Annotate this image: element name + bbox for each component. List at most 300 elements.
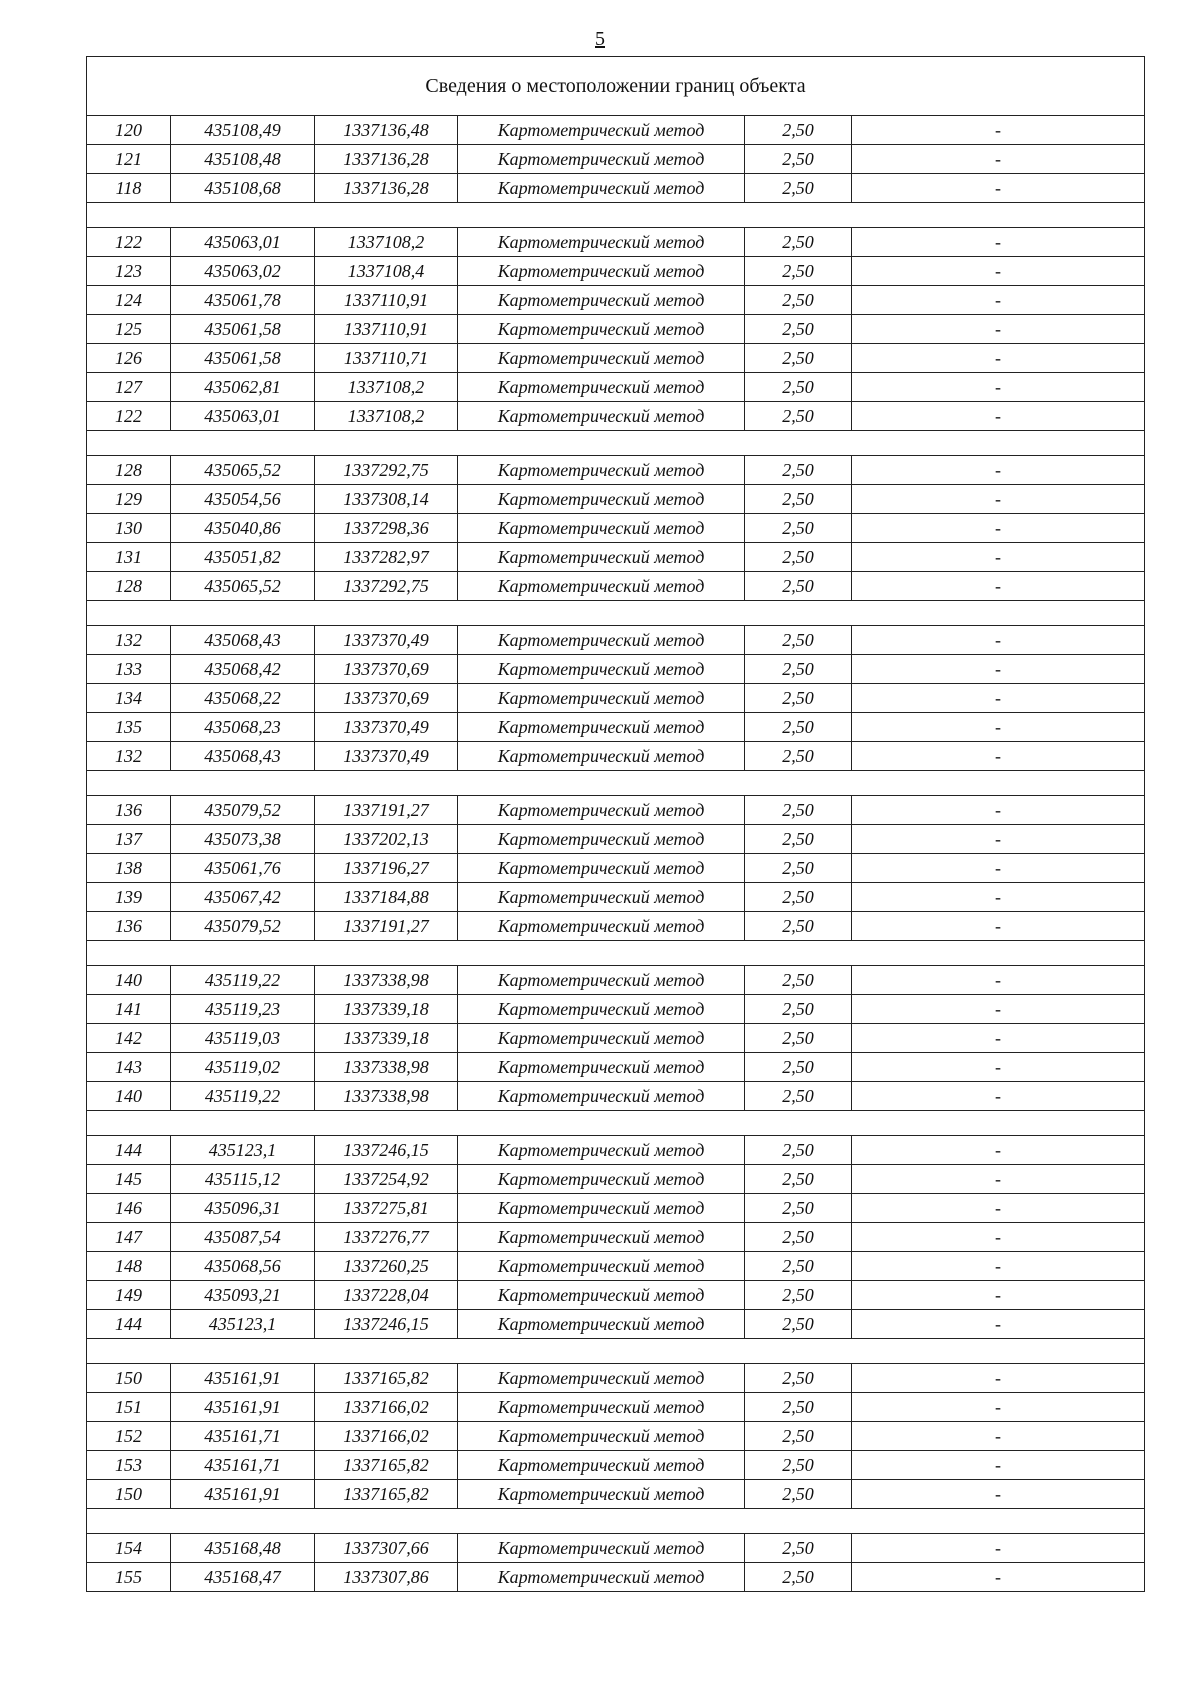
description-cell: -: [852, 1393, 1145, 1422]
x-coordinate-cell: 435161,91: [171, 1393, 315, 1422]
y-coordinate-cell: 1337165,82: [315, 1451, 458, 1480]
table-row: [87, 655, 1145, 684]
accuracy-cell: 2,50: [745, 315, 852, 344]
y-coordinate-cell: 1337246,15: [315, 1136, 458, 1165]
method-cell: Картометрический метод: [458, 1451, 745, 1480]
x-coordinate-cell: 435063,02: [171, 257, 315, 286]
point-number-cell: 118: [87, 174, 171, 203]
point-number-cell: 144: [87, 1310, 171, 1339]
x-coordinate-cell: 435061,78: [171, 286, 315, 315]
point-number-cell: 144: [87, 1136, 171, 1165]
x-coordinate-cell: 435096,31: [171, 1194, 315, 1223]
table-row: [87, 1563, 1145, 1592]
method-cell: Картометрический метод: [458, 966, 745, 995]
accuracy-cell: 2,50: [745, 514, 852, 543]
description-cell: -: [852, 1310, 1145, 1339]
table-row: [87, 257, 1145, 286]
y-coordinate-cell: 1337196,27: [315, 854, 458, 883]
table-row: [87, 543, 1145, 572]
point-number-cell: 146: [87, 1194, 171, 1223]
point-number-cell: 140: [87, 966, 171, 995]
description-cell: -: [852, 1136, 1145, 1165]
method-cell: Картометрический метод: [458, 1422, 745, 1451]
accuracy-cell: 2,50: [745, 626, 852, 655]
method-cell: Картометрический метод: [458, 402, 745, 431]
description-cell: -: [852, 1422, 1145, 1451]
x-coordinate-cell: 435119,23: [171, 995, 315, 1024]
accuracy-cell: 2,50: [745, 684, 852, 713]
separator-cell: [87, 941, 1145, 966]
accuracy-cell: 2,50: [745, 1082, 852, 1111]
accuracy-cell: 2,50: [745, 655, 852, 684]
table-row: [87, 1136, 1145, 1165]
accuracy-cell: 2,50: [745, 1281, 852, 1310]
y-coordinate-cell: 1337370,69: [315, 684, 458, 713]
table-row: [87, 344, 1145, 373]
method-cell: Картометрический метод: [458, 825, 745, 854]
y-coordinate-cell: 1337298,36: [315, 514, 458, 543]
table-row: [87, 1053, 1145, 1082]
point-number-cell: 132: [87, 742, 171, 771]
boundary-coordinates-table: [86, 56, 1145, 1592]
method-cell: Картометрический метод: [458, 286, 745, 315]
group-separator-row: [87, 601, 1145, 626]
method-cell: Картометрический метод: [458, 174, 745, 203]
point-number-cell: 128: [87, 456, 171, 485]
x-coordinate-cell: 435054,56: [171, 485, 315, 514]
description-cell: -: [852, 344, 1145, 373]
description-cell: -: [852, 286, 1145, 315]
y-coordinate-cell: 1337110,91: [315, 286, 458, 315]
point-number-cell: 134: [87, 684, 171, 713]
x-coordinate-cell: 435119,22: [171, 1082, 315, 1111]
description-cell: -: [852, 966, 1145, 995]
method-cell: Картометрический метод: [458, 626, 745, 655]
x-coordinate-cell: 435068,56: [171, 1252, 315, 1281]
y-coordinate-cell: 1337165,82: [315, 1480, 458, 1509]
description-cell: -: [852, 1024, 1145, 1053]
method-cell: Картометрический метод: [458, 1252, 745, 1281]
point-number-cell: 129: [87, 485, 171, 514]
description-cell: -: [852, 402, 1145, 431]
description-cell: -: [852, 315, 1145, 344]
method-cell: Картометрический метод: [458, 1082, 745, 1111]
description-cell: -: [852, 655, 1145, 684]
table-row: [87, 742, 1145, 771]
method-cell: Картометрический метод: [458, 1165, 745, 1194]
group-separator-row: [87, 941, 1145, 966]
description-cell: -: [852, 684, 1145, 713]
y-coordinate-cell: 1337228,04: [315, 1281, 458, 1310]
separator-cell: [87, 1509, 1145, 1534]
description-cell: -: [852, 514, 1145, 543]
method-cell: Картометрический метод: [458, 315, 745, 344]
method-cell: Картометрический метод: [458, 854, 745, 883]
point-number-cell: 136: [87, 796, 171, 825]
accuracy-cell: 2,50: [745, 825, 852, 854]
accuracy-cell: 2,50: [745, 456, 852, 485]
method-cell: Картометрический метод: [458, 1053, 745, 1082]
table-row: [87, 1480, 1145, 1509]
table-title: Сведения о местоположении границ объекта: [87, 57, 1145, 116]
x-coordinate-cell: 435068,23: [171, 713, 315, 742]
x-coordinate-cell: 435115,12: [171, 1165, 315, 1194]
y-coordinate-cell: 1337292,75: [315, 456, 458, 485]
description-cell: -: [852, 1281, 1145, 1310]
accuracy-cell: 2,50: [745, 485, 852, 514]
y-coordinate-cell: 1337370,49: [315, 626, 458, 655]
y-coordinate-cell: 1337246,15: [315, 1310, 458, 1339]
method-cell: Картометрический метод: [458, 257, 745, 286]
method-cell: Картометрический метод: [458, 543, 745, 572]
y-coordinate-cell: 1337370,49: [315, 742, 458, 771]
table-header-row: [87, 57, 1145, 116]
accuracy-cell: 2,50: [745, 796, 852, 825]
accuracy-cell: 2,50: [745, 1136, 852, 1165]
table-row: [87, 1165, 1145, 1194]
point-number-cell: 122: [87, 228, 171, 257]
method-cell: Картометрический метод: [458, 456, 745, 485]
accuracy-cell: 2,50: [745, 116, 852, 145]
y-coordinate-cell: 1337307,86: [315, 1563, 458, 1592]
description-cell: -: [852, 742, 1145, 771]
separator-cell: [87, 771, 1145, 796]
table-row: [87, 402, 1145, 431]
accuracy-cell: 2,50: [745, 1480, 852, 1509]
point-number-cell: 132: [87, 626, 171, 655]
table-row: [87, 286, 1145, 315]
description-cell: -: [852, 854, 1145, 883]
table-row: [87, 145, 1145, 174]
table-row: [87, 1451, 1145, 1480]
x-coordinate-cell: 435093,21: [171, 1281, 315, 1310]
x-coordinate-cell: 435108,68: [171, 174, 315, 203]
group-separator-row: [87, 203, 1145, 228]
accuracy-cell: 2,50: [745, 1252, 852, 1281]
y-coordinate-cell: 1337110,91: [315, 315, 458, 344]
method-cell: Картометрический метод: [458, 1024, 745, 1053]
accuracy-cell: 2,50: [745, 912, 852, 941]
table-row: [87, 1534, 1145, 1563]
separator-cell: [87, 431, 1145, 456]
table-row: [87, 854, 1145, 883]
table-row: [87, 713, 1145, 742]
y-coordinate-cell: 1337254,92: [315, 1165, 458, 1194]
x-coordinate-cell: 435161,71: [171, 1422, 315, 1451]
point-number-cell: 154: [87, 1534, 171, 1563]
description-cell: -: [852, 626, 1145, 655]
accuracy-cell: 2,50: [745, 1393, 852, 1422]
description-cell: -: [852, 145, 1145, 174]
table-row: [87, 1310, 1145, 1339]
description-cell: -: [852, 228, 1145, 257]
description-cell: -: [852, 1223, 1145, 1252]
x-coordinate-cell: 435040,86: [171, 514, 315, 543]
point-number-cell: 136: [87, 912, 171, 941]
description-cell: -: [852, 912, 1145, 941]
accuracy-cell: 2,50: [745, 572, 852, 601]
description-cell: -: [852, 1252, 1145, 1281]
table-row: [87, 1364, 1145, 1393]
point-number-cell: 133: [87, 655, 171, 684]
accuracy-cell: 2,50: [745, 995, 852, 1024]
point-number-cell: 147: [87, 1223, 171, 1252]
point-number-cell: 138: [87, 854, 171, 883]
accuracy-cell: 2,50: [745, 257, 852, 286]
point-number-cell: 130: [87, 514, 171, 543]
method-cell: Картометрический метод: [458, 655, 745, 684]
accuracy-cell: 2,50: [745, 1165, 852, 1194]
description-cell: -: [852, 1082, 1145, 1111]
x-coordinate-cell: 435073,38: [171, 825, 315, 854]
x-coordinate-cell: 435161,91: [171, 1364, 315, 1393]
point-number-cell: 150: [87, 1480, 171, 1509]
y-coordinate-cell: 1337338,98: [315, 966, 458, 995]
y-coordinate-cell: 1337275,81: [315, 1194, 458, 1223]
accuracy-cell: 2,50: [745, 1194, 852, 1223]
description-cell: -: [852, 485, 1145, 514]
accuracy-cell: 2,50: [745, 1422, 852, 1451]
description-cell: -: [852, 825, 1145, 854]
method-cell: Картометрический метод: [458, 1223, 745, 1252]
point-number-cell: 131: [87, 543, 171, 572]
table-row: [87, 174, 1145, 203]
accuracy-cell: 2,50: [745, 402, 852, 431]
table-row: [87, 228, 1145, 257]
point-number-cell: 137: [87, 825, 171, 854]
separator-cell: [87, 203, 1145, 228]
method-cell: Картометрический метод: [458, 1310, 745, 1339]
description-cell: -: [852, 456, 1145, 485]
y-coordinate-cell: 1337191,27: [315, 796, 458, 825]
table-row: [87, 684, 1145, 713]
x-coordinate-cell: 435161,71: [171, 1451, 315, 1480]
y-coordinate-cell: 1337370,49: [315, 713, 458, 742]
x-coordinate-cell: 435051,82: [171, 543, 315, 572]
method-cell: Картометрический метод: [458, 912, 745, 941]
y-coordinate-cell: 1337108,4: [315, 257, 458, 286]
point-number-cell: 120: [87, 116, 171, 145]
description-cell: -: [852, 796, 1145, 825]
accuracy-cell: 2,50: [745, 883, 852, 912]
point-number-cell: 126: [87, 344, 171, 373]
method-cell: Картометрический метод: [458, 883, 745, 912]
point-number-cell: 151: [87, 1393, 171, 1422]
accuracy-cell: 2,50: [745, 713, 852, 742]
table-row: [87, 373, 1145, 402]
description-cell: -: [852, 1194, 1145, 1223]
separator-cell: [87, 1339, 1145, 1364]
y-coordinate-cell: 1337108,2: [315, 402, 458, 431]
accuracy-cell: 2,50: [745, 145, 852, 174]
point-number-cell: 135: [87, 713, 171, 742]
accuracy-cell: 2,50: [745, 742, 852, 771]
description-cell: -: [852, 995, 1145, 1024]
description-cell: -: [852, 1451, 1145, 1480]
point-number-cell: 139: [87, 883, 171, 912]
table-row: [87, 1024, 1145, 1053]
x-coordinate-cell: 435119,22: [171, 966, 315, 995]
x-coordinate-cell: 435079,52: [171, 912, 315, 941]
x-coordinate-cell: 435123,1: [171, 1136, 315, 1165]
point-number-cell: 121: [87, 145, 171, 174]
x-coordinate-cell: 435119,02: [171, 1053, 315, 1082]
point-number-cell: 122: [87, 402, 171, 431]
accuracy-cell: 2,50: [745, 1451, 852, 1480]
x-coordinate-cell: 435108,48: [171, 145, 315, 174]
group-separator-row: [87, 1509, 1145, 1534]
accuracy-cell: 2,50: [745, 1364, 852, 1393]
method-cell: Картометрический метод: [458, 1281, 745, 1310]
method-cell: Картометрический метод: [458, 742, 745, 771]
x-coordinate-cell: 435119,03: [171, 1024, 315, 1053]
table-row: [87, 572, 1145, 601]
accuracy-cell: 2,50: [745, 966, 852, 995]
y-coordinate-cell: 1337338,98: [315, 1082, 458, 1111]
method-cell: Картометрический метод: [458, 684, 745, 713]
point-number-cell: 155: [87, 1563, 171, 1592]
y-coordinate-cell: 1337276,77: [315, 1223, 458, 1252]
method-cell: Картометрический метод: [458, 485, 745, 514]
point-number-cell: 141: [87, 995, 171, 1024]
method-cell: Картометрический метод: [458, 1480, 745, 1509]
description-cell: -: [852, 257, 1145, 286]
description-cell: -: [852, 116, 1145, 145]
page-number: 5: [595, 28, 605, 50]
accuracy-cell: 2,50: [745, 1310, 852, 1339]
method-cell: Картометрический метод: [458, 796, 745, 825]
method-cell: Картометрический метод: [458, 572, 745, 601]
accuracy-cell: 2,50: [745, 1534, 852, 1563]
y-coordinate-cell: 1337166,02: [315, 1422, 458, 1451]
point-number-cell: 127: [87, 373, 171, 402]
table-row: [87, 485, 1145, 514]
x-coordinate-cell: 435068,42: [171, 655, 315, 684]
accuracy-cell: 2,50: [745, 1053, 852, 1082]
description-cell: -: [852, 373, 1145, 402]
group-separator-row: [87, 771, 1145, 796]
y-coordinate-cell: 1337136,28: [315, 145, 458, 174]
method-cell: Картометрический метод: [458, 1364, 745, 1393]
method-cell: Картометрический метод: [458, 514, 745, 543]
table-row: [87, 825, 1145, 854]
accuracy-cell: 2,50: [745, 1024, 852, 1053]
description-cell: -: [852, 1480, 1145, 1509]
x-coordinate-cell: 435123,1: [171, 1310, 315, 1339]
group-separator-row: [87, 1111, 1145, 1136]
y-coordinate-cell: 1337308,14: [315, 485, 458, 514]
point-number-cell: 152: [87, 1422, 171, 1451]
table-row: [87, 883, 1145, 912]
method-cell: Картометрический метод: [458, 1563, 745, 1592]
point-number-cell: 125: [87, 315, 171, 344]
x-coordinate-cell: 435061,58: [171, 344, 315, 373]
y-coordinate-cell: 1337292,75: [315, 572, 458, 601]
description-cell: -: [852, 572, 1145, 601]
y-coordinate-cell: 1337260,25: [315, 1252, 458, 1281]
x-coordinate-cell: 435067,42: [171, 883, 315, 912]
x-coordinate-cell: 435063,01: [171, 402, 315, 431]
table-row: [87, 966, 1145, 995]
y-coordinate-cell: 1337339,18: [315, 1024, 458, 1053]
description-cell: -: [852, 1364, 1145, 1393]
description-cell: -: [852, 543, 1145, 572]
table-row: [87, 1194, 1145, 1223]
y-coordinate-cell: 1337110,71: [315, 344, 458, 373]
y-coordinate-cell: 1337108,2: [315, 373, 458, 402]
point-number-cell: 124: [87, 286, 171, 315]
description-cell: -: [852, 1053, 1145, 1082]
point-number-cell: 123: [87, 257, 171, 286]
method-cell: Картометрический метод: [458, 1136, 745, 1165]
table-row: [87, 1393, 1145, 1422]
accuracy-cell: 2,50: [745, 373, 852, 402]
table-row: [87, 912, 1145, 941]
accuracy-cell: 2,50: [745, 286, 852, 315]
x-coordinate-cell: 435168,47: [171, 1563, 315, 1592]
table-row: [87, 1281, 1145, 1310]
method-cell: Картометрический метод: [458, 1194, 745, 1223]
y-coordinate-cell: 1337165,82: [315, 1364, 458, 1393]
y-coordinate-cell: 1337339,18: [315, 995, 458, 1024]
y-coordinate-cell: 1337191,27: [315, 912, 458, 941]
x-coordinate-cell: 435065,52: [171, 456, 315, 485]
accuracy-cell: 2,50: [745, 174, 852, 203]
point-number-cell: 153: [87, 1451, 171, 1480]
description-cell: -: [852, 1165, 1145, 1194]
table-row: [87, 116, 1145, 145]
x-coordinate-cell: 435063,01: [171, 228, 315, 257]
table-row: [87, 796, 1145, 825]
point-number-cell: 140: [87, 1082, 171, 1111]
method-cell: Картометрический метод: [458, 145, 745, 174]
x-coordinate-cell: 435068,43: [171, 742, 315, 771]
description-cell: -: [852, 713, 1145, 742]
point-number-cell: 143: [87, 1053, 171, 1082]
y-coordinate-cell: 1337136,28: [315, 174, 458, 203]
separator-cell: [87, 601, 1145, 626]
description-cell: -: [852, 883, 1145, 912]
table-row: [87, 1223, 1145, 1252]
y-coordinate-cell: 1337136,48: [315, 116, 458, 145]
accuracy-cell: 2,50: [745, 344, 852, 373]
method-cell: Картометрический метод: [458, 1393, 745, 1422]
method-cell: Картометрический метод: [458, 1534, 745, 1563]
description-cell: -: [852, 174, 1145, 203]
x-coordinate-cell: 435079,52: [171, 796, 315, 825]
description-cell: -: [852, 1534, 1145, 1563]
method-cell: Картометрический метод: [458, 116, 745, 145]
accuracy-cell: 2,50: [745, 543, 852, 572]
x-coordinate-cell: 435061,58: [171, 315, 315, 344]
x-coordinate-cell: 435065,52: [171, 572, 315, 601]
table-row: [87, 1082, 1145, 1111]
group-separator-row: [87, 1339, 1145, 1364]
point-number-cell: 128: [87, 572, 171, 601]
y-coordinate-cell: 1337202,13: [315, 825, 458, 854]
point-number-cell: 148: [87, 1252, 171, 1281]
point-number-cell: 142: [87, 1024, 171, 1053]
x-coordinate-cell: 435068,43: [171, 626, 315, 655]
y-coordinate-cell: 1337370,69: [315, 655, 458, 684]
y-coordinate-cell: 1337338,98: [315, 1053, 458, 1082]
x-coordinate-cell: 435168,48: [171, 1534, 315, 1563]
point-number-cell: 149: [87, 1281, 171, 1310]
table-row: [87, 514, 1145, 543]
y-coordinate-cell: 1337282,97: [315, 543, 458, 572]
accuracy-cell: 2,50: [745, 1563, 852, 1592]
table-row: [87, 456, 1145, 485]
